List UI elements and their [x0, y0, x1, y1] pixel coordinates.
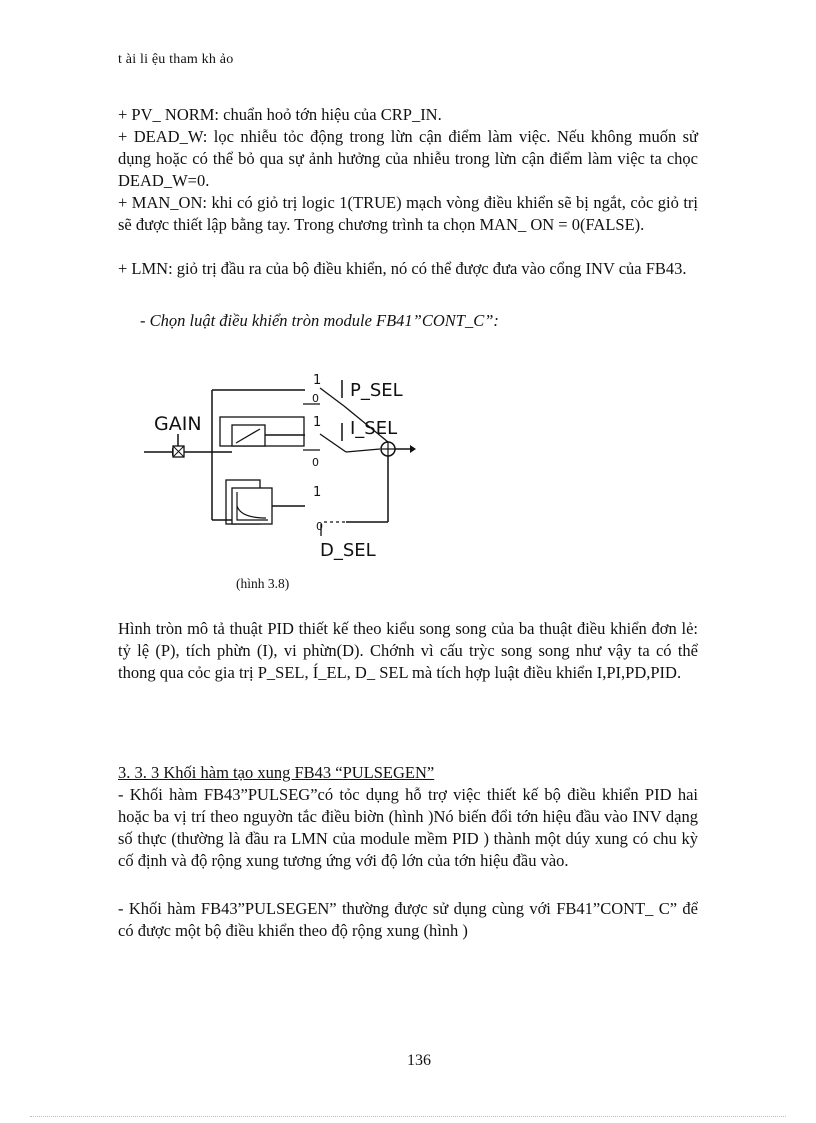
p-switch [320, 388, 344, 406]
pid-diagram [140, 360, 430, 570]
p-zero-label: 0 [312, 392, 319, 405]
figure-caption: (hình 3.8) [236, 576, 290, 591]
d-sel-label: D_SEL [320, 540, 376, 561]
pid-paragraph: Hình tròn mô tả thuật PID thiết kế theo kiểu song song của ba thuật điều khiển đơn lẻ: tỷ lệ (P), tích phừn (I), vi phừn(D). Chớnh vì cấu trỳc song song như vậy ta có thể thong qua cỏc gia trị P_SEL, Í_EL, D_ SEL mà tích hợp luật điều khiển I,PI,PD,PID. [118, 619, 698, 682]
section-paragraph-1: - Khối hàm FB43”PULSEG”có tỏc dụng hỗ trợ việc thiết kế bộ điều khiển PID hai hoặc ba vị trí theo nguyờn tắc điều biờn (hình )Nó biến đổi tớn hiệu đầu vào INV dạng số thực (thường là đầu ra LMN của module mềm PID ) thành một dúy xung có chu kỳ cố định và độ rộng xung tương ứng với độ lớn của tớn hiệu đầu vào. [118, 785, 698, 870]
i-one-label: 1 [313, 415, 322, 430]
item-pv-norm: + PV_ NORM: chuẩn hoỏ tớn hiệu của CRP_IN. [118, 105, 442, 124]
p-one-label: 1 [313, 373, 322, 388]
p-sel-label: P_SEL [350, 380, 403, 401]
d-zero-label: 0 [316, 520, 323, 533]
item-dead-w: + DEAD_W: lọc nhiễu tỏc động trong lừn cận điểm làm việc. Nếu không muốn sử dụng hoặc có thể bỏ qua sự ảnh hưởng của nhiễu trong lừn cận điểm làm việc ta chọc DEAD_W=0. [118, 127, 698, 190]
section-paragraph-2: - Khối hàm FB43”PULSEGEN” thường được sử dụng cùng với FB41”CONT_ C” để có được một bộ điều khiển theo độ rộng xung (hình ) [118, 899, 698, 940]
i-to-sum [346, 449, 380, 452]
i-zero-label: 0 [312, 456, 319, 469]
output-arrow [410, 445, 416, 453]
page-header: t ài li ệu tham kh ảo [118, 52, 234, 67]
gain-label: GAIN [154, 413, 202, 435]
bottom-divider [30, 1116, 786, 1117]
d-one-label: 1 [313, 485, 322, 500]
section-heading: 3. 3. 3 Khối hàm tạo xung FB43 “PULSEGEN” [118, 763, 435, 782]
i-sel-label: I_SEL [350, 418, 398, 439]
page-number: 136 [407, 1052, 431, 1069]
item-choose-rule: - Chọn luật điều khiển tròn module FB41”CONT_C”: [140, 311, 499, 330]
item-man-on: + MAN_ON: khi có giỏ trị logic 1(TRUE) mạch vòng điều khiển sẽ bị ngắt, cỏc giỏ trị sẽ được thiết lập bằng tay. Trong chương trình ta chọn MAN_ ON = 0(FALSE). [118, 193, 698, 234]
item-lmn: + LMN: giỏ trị đầu ra của bộ điều khiển, nó có thể được đưa vào cổng INV của FB43. [118, 259, 687, 278]
